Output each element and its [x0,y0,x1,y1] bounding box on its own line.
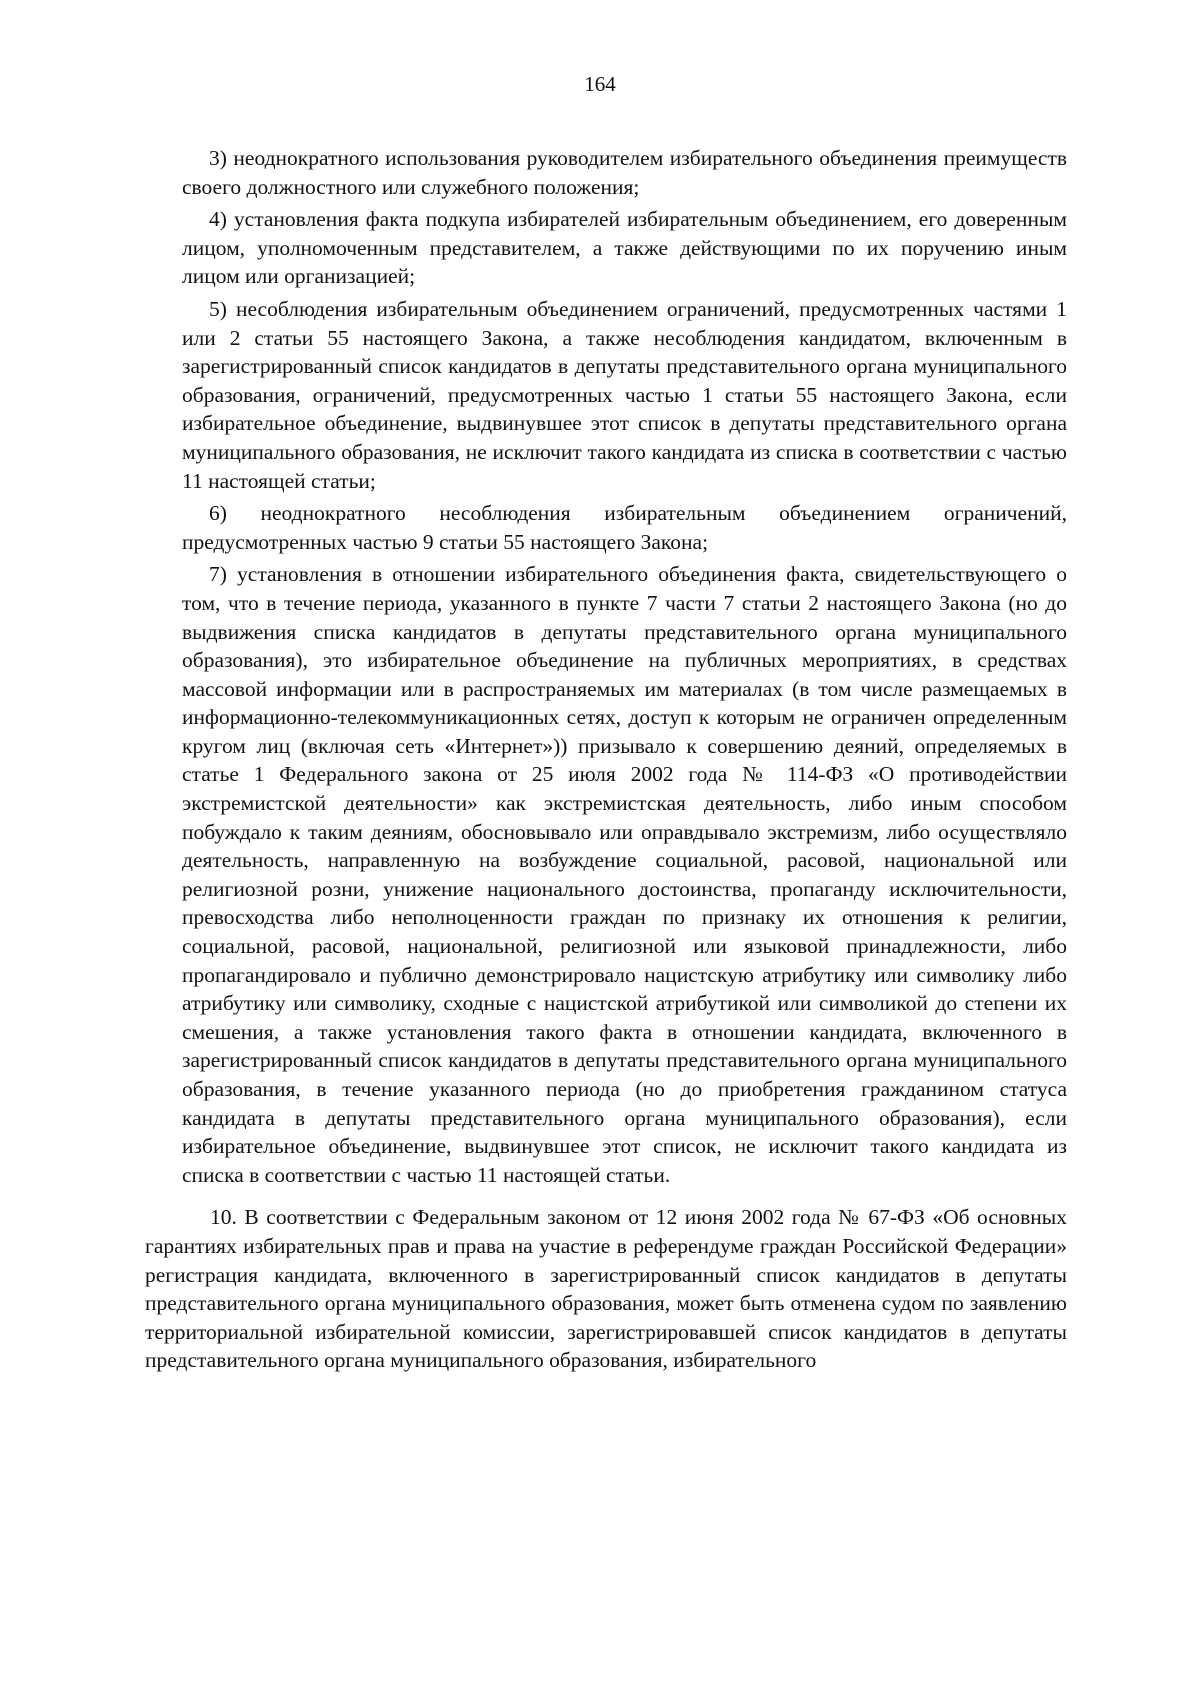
document-body [145,144,1067,1375]
list-item-7: 7) установления в отношении избирательного объединения факта, свидетельствующего о том, что в течение периода, указанного в пункте 7 части 7 статьи 2 настоящего Закона (но до выдвижения списка кандидатов в депутаты представительного органа муниципального образования), это избирательное объединение на публичных мероприятиях, в средствах массовой информации или в распространяемых им материалах (в том числе размещаемых в информационно-телекоммуникационных сетях, доступ к которым не ограничен определенным кругом лиц (включая сеть «Интернет»)) призывало к совершению деяний, определяемых в статье 1 Федерального закона от 25 июля 2002 года № 114-ФЗ «О противодействии экстремистской деятельности» как экстремистская деятельность, либо иным способом побуждало к таким деяниям, обосновывало или оправдывало экстремизм, либо осуществляло деятельность, направленную на возбуждение социальной, расовой, национальной или религиозной розни, унижение национального достоинства, пропаганду исключительности, превосходства либо неполноценности граждан по признаку их отношения к религии, социальной, расовой, национальной, религиозной или языковой принадлежности, либо пропагандировало и публично демонстрировало нацистскую атрибутику или символику либо атрибутику или символику, сходные с нацистской атрибутикой или символикой до степени их смешения, а также установления такого факта в отношении кандидата, включенного в зарегистрированный список кандидатов в депутаты представительного органа муниципального образования, в течение указанного периода (но до приобретения гражданином статуса кандидата в депутаты представительного органа муниципального образования), если избирательное объединение, выдвинувшее этот список, не исключит такого кандидата из списка в соответствии с частью 11 настоящей статьи. [182,562,1067,1187]
page-number: 164 [584,72,616,96]
list-item-3: 3) неоднократного использования руководителем избирательного объединения преимуществ своего должностного или служебного положения; [182,146,1067,199]
list-item-5: 5) несоблюдения избирательным объединением ограничений, предусмотренных частями 1 или 2 статьи 55 настоящего Закона, а также несоблюдения кандидатом, включенным в зарегистрированный список кандидатов в депутаты представительного органа муниципального образования, ограничений, предусмотренных частью 1 статьи 55 настоящего Закона, если избирательное объединение, выдвинувшее этот список в депутаты представительного органа муниципального образования, не исключит такого кандидата из списка в соответствии с частью 11 настоящей статьи; [182,296,1067,493]
list-item-4: 4) установления факта подкупа избирателей избирательным объединением, его доверенным лицом, уполномоченным представителем, а также действующими по их поручению иным лицом или организацией; [182,207,1067,289]
paragraph-10: 10. В соответствии с Федеральным законом от 12 июня 2002 года № 67-ФЗ «Об основных гарантиях избирательных прав и права на участие в референдуме граждан Российской Федерации» регистрация кандидата, включенного в зарегистрированный список кандидатов в депутаты представительного органа муниципального образования, может быть отменена судом по заявлению территориальной избирательной комиссии, зарегистрировавшей список кандидатов в депутаты представительного органа муниципального образования, избирательного [145,1205,1067,1373]
list-item-6: 6) неоднократного несоблюдения избирательным объединением ограничений, предусмотренных частью 9 статьи 55 настоящего Закона; [182,501,1067,554]
